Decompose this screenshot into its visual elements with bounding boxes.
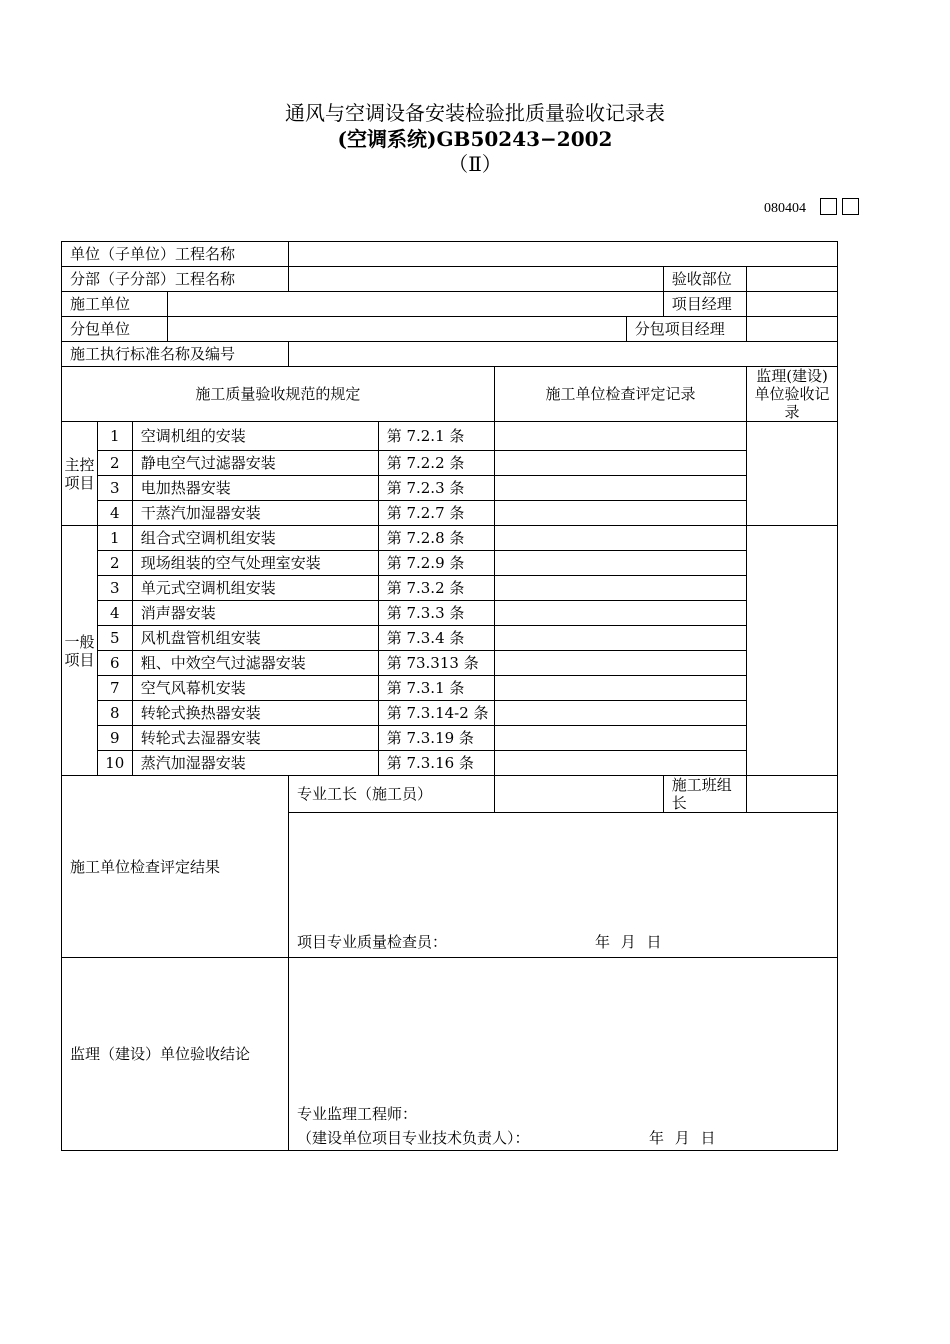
foreman-field[interactable] [494, 776, 663, 813]
acceptance-part-label: 验收部位 [663, 267, 746, 292]
form-code: 080404 [764, 201, 806, 216]
form-title: 通风与空调设备安装检验批质量验收记录表 [285, 101, 665, 125]
item-clause: 第 73.313 条 [378, 651, 494, 676]
unit-project-name-field[interactable] [288, 242, 837, 267]
row-construction-unit [62, 292, 838, 317]
item-check-field[interactable] [494, 726, 746, 751]
general-item-row [62, 651, 838, 676]
item-clause: 第 7.2.7 条 [378, 501, 494, 526]
item-name: 电加热器安装 [132, 476, 378, 501]
item-clause: 第 7.3.1 条 [378, 676, 494, 701]
row-unit-project [62, 242, 838, 267]
item-clause: 第 7.2.9 条 [378, 551, 494, 576]
item-check-field[interactable] [494, 751, 746, 776]
item-name: 现场组装的空气处理室安装 [132, 551, 378, 576]
subcontract-unit-label: 分包单位 [62, 317, 168, 342]
item-name: 转轮式换热器安装 [132, 701, 378, 726]
item-name: 粗、中效空气过滤器安装 [132, 651, 378, 676]
supervision-record-column-header: 监理(建设)单位验收记录 [747, 367, 838, 422]
code-checkbox-2[interactable] [842, 198, 859, 215]
item-name: 单元式空调机组安装 [132, 576, 378, 601]
item-clause: 第 7.2.2 条 [378, 451, 494, 476]
item-name: 转轮式去湿器安装 [132, 726, 378, 751]
main-item-row [62, 422, 838, 451]
unit-project-name-label: 单位（子单位）工程名称 [62, 242, 289, 267]
subcontract-unit-field[interactable] [167, 317, 626, 342]
item-no: 2 [97, 551, 132, 576]
item-clause: 第 7.3.4 条 [378, 626, 494, 651]
item-clause: 第 7.3.2 条 [378, 576, 494, 601]
item-name: 消声器安装 [132, 601, 378, 626]
spec-column-header: 施工质量验收规范的规定 [62, 367, 495, 422]
general-item-row [62, 526, 838, 551]
item-name: 组合式空调机组安装 [132, 526, 378, 551]
general-item-row [62, 601, 838, 626]
supervision-date: 年 月 日 [648, 1129, 716, 1147]
item-clause: 第 7.2.3 条 [378, 476, 494, 501]
item-no: 10 [97, 751, 132, 776]
item-clause: 第 7.3.3 条 [378, 601, 494, 626]
row-subcontract-unit [62, 317, 838, 342]
inspection-form-table [61, 241, 838, 1151]
main-item-row [62, 451, 838, 476]
item-clause: 第 7.3.16 条 [378, 751, 494, 776]
general-item-row [62, 751, 838, 776]
team-leader-label: 施工班组长 [663, 776, 746, 813]
item-no: 1 [97, 422, 132, 451]
item-clause: 第 7.2.8 条 [378, 526, 494, 551]
general-item-row [62, 676, 838, 701]
subcontract-manager-field[interactable] [747, 317, 838, 342]
item-name: 干蒸汽加湿器安装 [132, 501, 378, 526]
general-item-row [62, 551, 838, 576]
item-check-field[interactable] [494, 476, 746, 501]
item-check-field[interactable] [494, 501, 746, 526]
standard-label: 施工执行标准名称及编号 [62, 342, 289, 367]
item-no: 7 [97, 676, 132, 701]
supervision-conclusion-label: 监理（建设）单位验收结论 [62, 958, 289, 1151]
row-column-headers [62, 367, 838, 422]
owner-tech-label: （建设单位项目专业技术负责人）： [296, 1129, 530, 1147]
form-subtitle: (空调系统)GB50243−2002 [337, 127, 613, 151]
item-clause: 第 7.3.14-2 条 [378, 701, 494, 726]
main-item-row [62, 501, 838, 526]
project-manager-label: 项目经理 [663, 292, 746, 317]
item-check-field[interactable] [494, 576, 746, 601]
item-no: 3 [97, 576, 132, 601]
item-check-field[interactable] [494, 551, 746, 576]
item-no: 4 [97, 601, 132, 626]
subcontract-manager-label: 分包项目经理 [626, 317, 746, 342]
construction-unit-label: 施工单位 [62, 292, 168, 317]
foreman-label: 专业工长（施工员） [288, 776, 494, 813]
item-check-field[interactable] [494, 651, 746, 676]
item-no: 4 [97, 501, 132, 526]
team-leader-field[interactable] [747, 776, 838, 813]
item-check-field[interactable] [494, 422, 746, 451]
code-checkbox-1[interactable] [820, 198, 837, 215]
form-volume: （Ⅱ） [448, 152, 502, 176]
construction-result-field[interactable] [288, 813, 837, 958]
item-name: 风机盘管机组安装 [132, 626, 378, 651]
check-record-column-header: 施工单位检查评定记录 [494, 367, 746, 422]
item-clause: 第 7.2.1 条 [378, 422, 494, 451]
item-name: 空调机组的安装 [132, 422, 378, 451]
standard-field[interactable] [288, 342, 837, 367]
general-item-row [62, 701, 838, 726]
inspection-date: 年 月 日 [594, 933, 662, 951]
general-items-label: 一般项目 [62, 526, 98, 776]
item-check-field[interactable] [494, 451, 746, 476]
quality-inspector-label: 项目专业质量检查员： [296, 933, 447, 951]
general-item-row [62, 726, 838, 751]
item-no: 2 [97, 451, 132, 476]
construction-result-label: 施工单位检查评定结果 [62, 776, 289, 958]
item-name: 蒸汽加湿器安装 [132, 751, 378, 776]
item-no: 9 [97, 726, 132, 751]
general-item-row [62, 626, 838, 651]
item-check-field[interactable] [494, 676, 746, 701]
general-item-row [62, 576, 838, 601]
row-sub-project [62, 267, 838, 292]
item-name: 空气风幕机安装 [132, 676, 378, 701]
item-no: 5 [97, 626, 132, 651]
item-no: 3 [97, 476, 132, 501]
item-check-field[interactable] [494, 526, 746, 551]
sub-project-name-field[interactable] [288, 267, 663, 292]
sub-project-name-label: 分部（子分部）工程名称 [62, 267, 289, 292]
general-items-supervision-field[interactable] [747, 526, 838, 776]
main-item-row [62, 476, 838, 501]
row-standard [62, 342, 838, 367]
row-supervision-conclusion [62, 958, 838, 1151]
main-items-supervision-field[interactable] [747, 422, 838, 526]
construction-unit-field[interactable] [167, 292, 663, 317]
item-no: 8 [97, 701, 132, 726]
item-no: 1 [97, 526, 132, 551]
supervision-conclusion-field[interactable] [288, 958, 837, 1151]
project-manager-field[interactable] [747, 292, 838, 317]
row-foreman [62, 776, 838, 813]
item-check-field[interactable] [494, 626, 746, 651]
main-items-label: 主控项目 [62, 422, 98, 526]
item-clause: 第 7.3.19 条 [378, 726, 494, 751]
item-check-field[interactable] [494, 701, 746, 726]
acceptance-part-field[interactable] [747, 267, 838, 292]
item-name: 静电空气过滤器安装 [132, 451, 378, 476]
item-check-field[interactable] [494, 601, 746, 626]
supervisor-label: 专业监理工程师： [296, 1105, 417, 1123]
item-no: 6 [97, 651, 132, 676]
